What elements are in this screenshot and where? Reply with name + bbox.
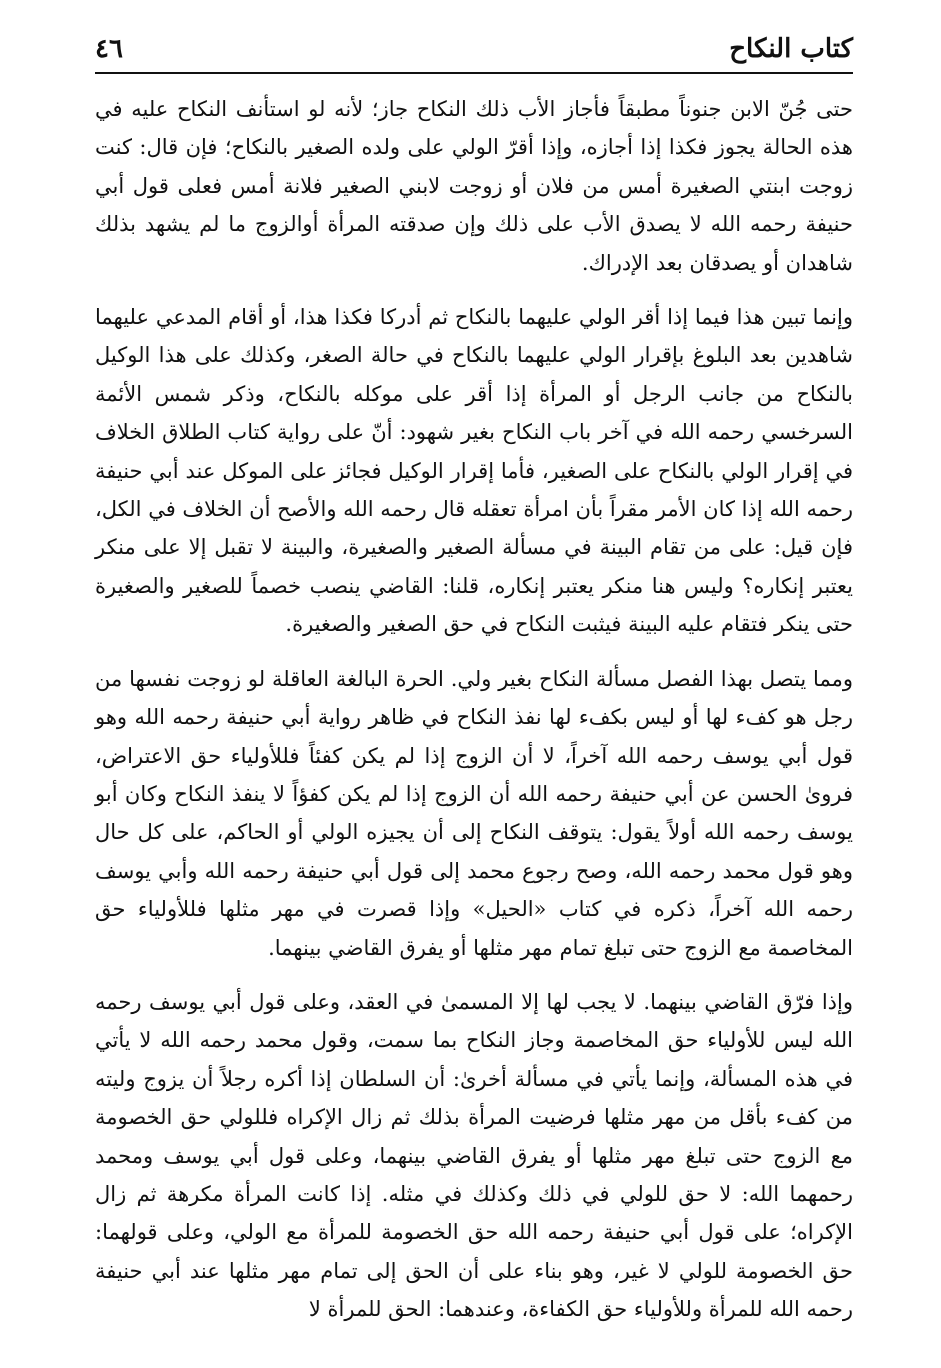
running-title: كتاب النكاح bbox=[729, 34, 853, 64]
paragraph: ومما يتصل بهذا الفصل مسألة النكاح بغير ولي. الحرة البالغة العاقلة لو زوجت نفسها من رجل هو كفء لها أو ليس بكفء لها نفذ النكاح في ظاهر رواية أبي حنيفة رحمه الله وهو قول أبي يوسف رحمه الله آخراً، لا أن الزوج إذا لم يكن كفئاً فللأولياء حق الاعتراض، فروىٰ الحسن عن أبي حنيفة رحمه الله أن الزوج إذا لم يكن كفؤاً لا ينفذ النكاح وكان أبو يوسف رحمه الله أولاً يقول: يتوقف النكاح إلى أن يجيزه الولي أو الحاكم، على كل حال وهو قول محمد رحمه الله، وصح رجوع محمد إلى قول أبي حنيفة رحمه الله وأبي يوسف رحمه الله آخراً، ذكره في كتاب «الحيل» وإذا قصرت في مهر مثلها فللأولياء حق المخاصمة مع الزوج حتى تبلغ تمام مهر مثلها أو يفرق القاضي بينهما. bbox=[95, 666, 853, 960]
body-text bbox=[95, 90, 853, 1329]
paragraph: حتى جُنّ الابن جنوناً مطبقاً فأجاز الأب ذلك النكاح جاز؛ لأنه لو استأنف النكاح عليه في هذه الحالة يجوز فكذا إذا أجازه، وإذا أقرّ الولي على ولده الصغير بالنكاح؛ فإن قال: كنت زوجت ابنتي الصغيرة أمس من فلان أو زوجت لابني الصغير فلانة أمس فعلى قول أبي حنيفة رحمه الله لا يصدق الأب على ذلك وإن صدقته المرأة أوالزوج ما لم يشهد بذلك شاهدان أو يصدقان بعد الإدراك. bbox=[95, 97, 853, 275]
paragraph: وإنما تبين هذا فيما إذا أقر الولي عليهما بالنكاح ثم أدركا فكذا هذا، أو أقام المدعي عليهما شاهدين بعد البلوغ بإقرار الولي عليهما بالنكاح في حالة الصغر، وكذلك على هذا الوكيل بالنكاح من جانب الرجل أو المرأة إذا أقر على موكله بالنكاح، وذكر شمس الأئمة السرخسي رحمه الله في آخر باب النكاح بغير شهود: أنّ على رواية كتاب الطلاق الخلاف في إقرار الولي بالنكاح على الصغير، فأما إقرار الوكيل فجائز على الموكل عند أبي حنيفة رحمه الله إذا كان الأمر مقراً بأن امرأة تعقله قال رحمه الله والأصح أن الخلاف في الكل، فإن قيل: على من تقام البينة في مسألة الصغير والصغيرة، والبينة لا تقبل إلا على منكر يعتبر إنكاره؟ وليس هنا منكر يعتبر إنكاره، قلنا: القاضي ينصب خصماً للصغير والصغيرة حتى ينكر فتقام عليه البينة فيثبت النكاح في حق الصغير والصغيرة. bbox=[95, 305, 853, 637]
paragraph: وإذا فرّق القاضي بينهما. لا يجب لها إلا المسمىٰ في العقد، وعلى قول أبي يوسف رحمه الله ليس للأولياء حق المخاصمة وجاز النكاح بما سمت، وقول محمد رحمه الله لا يأتي في هذه المسألة، وإنما يأتي في مسألة أخرىٰ: أن السلطان إذا أكره رجلاً أن يزوج وليته من كفء بأقل من مهر مثلها فرضيت المرأة بذلك ثم زال الإكراه فللولي حق الخصومة مع الزوج حتى تبلغ مهر مثلها أو يفرق القاضي بينهما، وعلى قول أبي يوسف ومحمد رحمهما الله: لا حق للولي في ذلك وكذلك في مثله. إذا كانت المرأة مكرهة ثم زال الإكراه؛ على قول أبي حنيفة رحمه الله حق الخصومة للمرأة مع الولي، وعلى قولهما: حق الخصومة للولي لا غير، وهو بناء على أن الحق إلى تمام مهر مثلها عند أبي حنيفة رحمه الله للمرأة وللأولياء حق الكفاءة، وعندهما: الحق للمرأة لا bbox=[95, 989, 853, 1322]
page-number: ٤٦ bbox=[95, 34, 123, 64]
running-header bbox=[95, 30, 853, 74]
